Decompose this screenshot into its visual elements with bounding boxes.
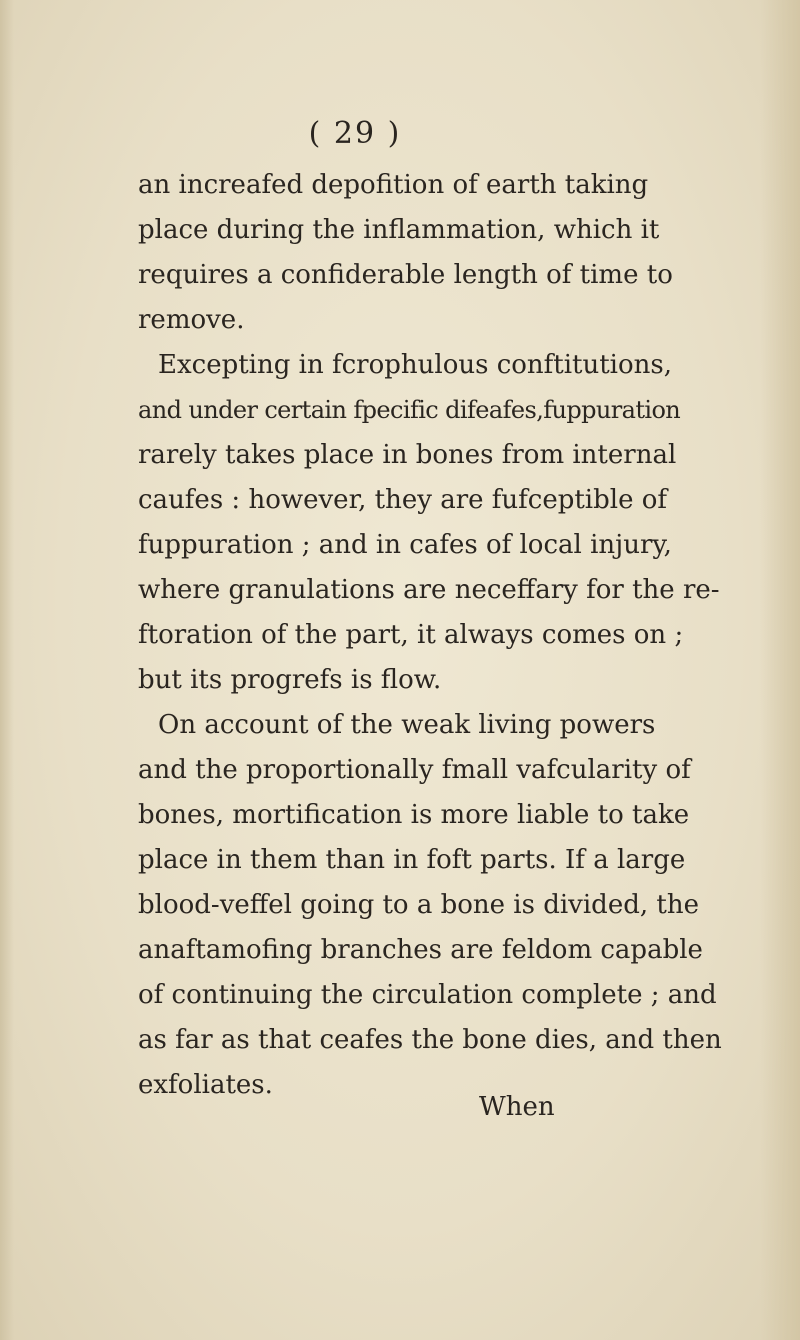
- text-line: place in them than in foft parts. If a large: [138, 845, 686, 875]
- text-line: ftoration of the part, it always comes on ;: [138, 620, 684, 650]
- text-line: place during the inflammation, which it: [138, 215, 660, 245]
- text-line: On account of the weak living powers: [158, 710, 656, 740]
- text-line: blood-veffel going to a bone is divided, the: [138, 890, 699, 920]
- text-line: fuppuration ; and in cafes of local injury,: [138, 530, 672, 560]
- text-line: and the proportionally fmall vafcularity of: [138, 755, 691, 785]
- page-number: ( 29 ): [308, 116, 402, 151]
- text-line: and under certain fpecific difeafes,fuppuration: [138, 396, 681, 424]
- text-line: where granulations are neceffary for the re-: [138, 575, 720, 605]
- text-line: rarely takes place in bones from internal: [138, 440, 677, 470]
- text-line: requires a confiderable length of time to: [138, 260, 673, 290]
- text-line: exfoliates.: [138, 1070, 273, 1100]
- text-line: Excepting in fcrophulous conftitutions,: [158, 350, 673, 380]
- text-line: as far as that ceafes the bone dies, and then: [138, 1025, 722, 1055]
- text-line: anaftamofing branches are feldom capable: [138, 935, 703, 965]
- page-edge-shadow-left: [0, 0, 14, 1340]
- catchword: When: [479, 1092, 555, 1122]
- text-line: caufes : however, they are fufceptible of: [138, 485, 668, 515]
- text-line: an increafed depofition of earth taking: [138, 170, 649, 200]
- text-line: of continuing the circulation complete ; and: [138, 980, 717, 1010]
- text-line: remove.: [138, 305, 245, 335]
- text-line: bones, mortification is more liable to take: [138, 800, 690, 830]
- text-line: but its progrefs is flow.: [138, 665, 442, 695]
- page-edge-shadow-right: [760, 0, 800, 1340]
